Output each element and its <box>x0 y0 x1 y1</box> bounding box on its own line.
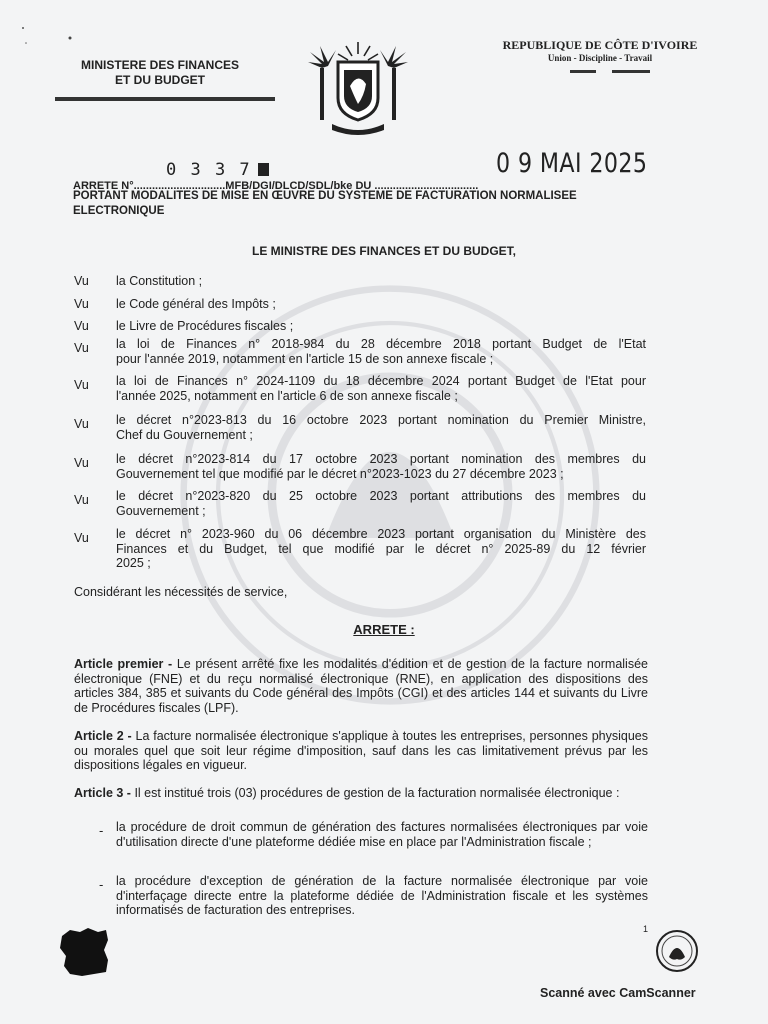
vu-label: Vu <box>74 319 89 333</box>
vu-item-line: Chef du Gouvernement ; <box>116 427 253 442</box>
vu-item-text <box>116 489 646 518</box>
vu-label: Vu <box>74 378 89 392</box>
article-2 <box>74 729 648 773</box>
vu-label: Vu <box>74 274 89 288</box>
vu-item-line: Finances et du Budget, tel que modifié par le décret n° 2025-89 du 12 février <box>116 541 646 556</box>
bullet-dash: - <box>99 823 104 838</box>
vu-item-text <box>116 374 646 403</box>
minister-heading: LE MINISTRE DES FINANCES ET DU BUDGET, <box>251 244 517 258</box>
bullet-procedure-2: la procédure d'exception de génération de la facture normalisée électronique par voie d'interfaçage directe entre la plateforme dédiée de l'Administration fiscale et les systèmes informatisés de facturation des entreprises. <box>116 874 648 917</box>
page-number: 1 <box>643 924 649 934</box>
motto-dash-right <box>612 70 650 73</box>
vu-label: Vu <box>74 341 89 355</box>
ministry-name <box>70 58 250 88</box>
bullet-dash: - <box>99 877 104 892</box>
ministry-underline <box>55 97 275 101</box>
number-stamp-mark <box>258 163 269 176</box>
handwritten-decree-number: 0 3 3 7 <box>166 160 269 180</box>
vu-item-text: le Code général des Impôts ; <box>116 297 276 311</box>
vu-item-text: la Constitution ; <box>116 274 203 288</box>
vu-item-line: pour l'année 2019, notamment en l'article 15 de son annexe fiscale ; <box>116 351 494 366</box>
vu-item-text <box>116 452 646 481</box>
vu-label: Vu <box>74 456 89 470</box>
vu-item-line: l'année 2025, notamment en l'article 6 de son annexe fiscale ; <box>116 388 458 403</box>
vu-item-line: le décret n°2023-814 du 17 octobre 2023 portant nomination des membres du <box>116 452 646 466</box>
arrete-reference-line: ARRETE N°..............................MFB/DGI/DLCD/SDL/bke DU .................................. <box>73 180 479 192</box>
vu-item-text <box>116 527 646 571</box>
cote-divoire-map-icon <box>56 926 112 978</box>
vu-item-line: la loi de Finances n° 2024-1109 du 18 décembre 2024 portant Budget de l'Etat pour <box>116 374 646 388</box>
bullet-procedure-1: la procédure de droit commun de génération des factures normalisées électroniques par voie d'utilisation directe d'une plateforme dédiée mise en place par l'Administration fiscale ; <box>116 820 648 849</box>
coat-of-arms-icon <box>306 40 410 138</box>
vu-item-text: le Livre de Procédures fiscales ; <box>116 319 294 333</box>
vu-item-line: le décret n°2023-820 du 25 octobre 2023 portant attributions des membres du <box>116 489 646 503</box>
vu-label: Vu <box>74 493 89 507</box>
camscanner-watermark: Scanné avec CamScanner <box>540 986 696 1000</box>
vu-item-text <box>116 337 646 366</box>
article-text: La facture normalisée électronique s'applique à toutes les entreprises, personnes physiques ou morales quel que soit leur régime d'imposition, sauf dans les cas limitativement prévus par les dispositions légales en vigueur. <box>74 729 649 772</box>
vu-item-line: Gouvernement tel que modifié par le décret n°2023-1023 du 27 décembre 2023 ; <box>116 466 564 481</box>
republic-motto: Union - Discipline - Travail <box>547 53 653 63</box>
handwritten-decree-date: 0 9 MAI 2025 <box>496 148 648 179</box>
arrete-heading: ARRETE : <box>353 622 415 637</box>
article-premier <box>74 657 648 715</box>
ministry-line-1: MINISTERE DES FINANCES <box>80 58 239 72</box>
vu-item-line: 2025 ; <box>116 556 151 570</box>
decree-title-line-2: ELECTRONIQUE <box>73 205 165 217</box>
vu-item-line: le décret n°2023-813 du 16 octobre 2023 portant nomination du Premier Ministre, <box>116 413 646 427</box>
vu-item-line: Gouvernement ; <box>116 503 206 518</box>
decree-title-line-1: PORTANT MODALITES DE MISE EN ŒUVRE DU SYSTEME DE FACTURATION NORMALISEE <box>73 190 577 202</box>
motto-dash-left <box>570 70 596 73</box>
vu-label: Vu <box>74 417 89 431</box>
vu-item-text <box>116 413 646 442</box>
republic-name: REPUBLIQUE DE CÔTE D'IVOIRE <box>502 38 698 52</box>
article-text: Le présent arrêté fixe les modalités d'édition et de gestion de la facture normalisée électronique (FNE) et du reçu normalisé électronique (RNE), en application des dispositions des articles 384, 385 et suivants du Code général des Impôts (CGI) et des articles 144 et suivants du Livre de Procédures fiscales (LPF). <box>74 657 648 715</box>
article-label: Article premier - <box>74 657 173 671</box>
article-label: Article 2 - <box>74 729 132 743</box>
ministry-line-2: ET DU BUDGET <box>115 73 205 87</box>
vu-item-line: le décret n° 2023-960 du 06 décembre 2023 portant organisation du Ministère des <box>116 527 646 541</box>
article-text: Il est institué trois (03) procédures de gestion de la facturation normalisée électronique : <box>130 786 620 800</box>
article-3 <box>74 786 648 801</box>
vu-label: Vu <box>74 531 89 545</box>
vu-item-line: la loi de Finances n° 2018-984 du 28 décembre 2018 portant Budget de l'Etat <box>116 337 646 351</box>
official-seal-icon <box>655 929 699 973</box>
scan-specks <box>20 25 80 55</box>
vu-label: Vu <box>74 297 89 311</box>
considerant-line: Considérant les nécessités de service, <box>74 585 288 599</box>
article-label: Article 3 - <box>74 786 131 800</box>
